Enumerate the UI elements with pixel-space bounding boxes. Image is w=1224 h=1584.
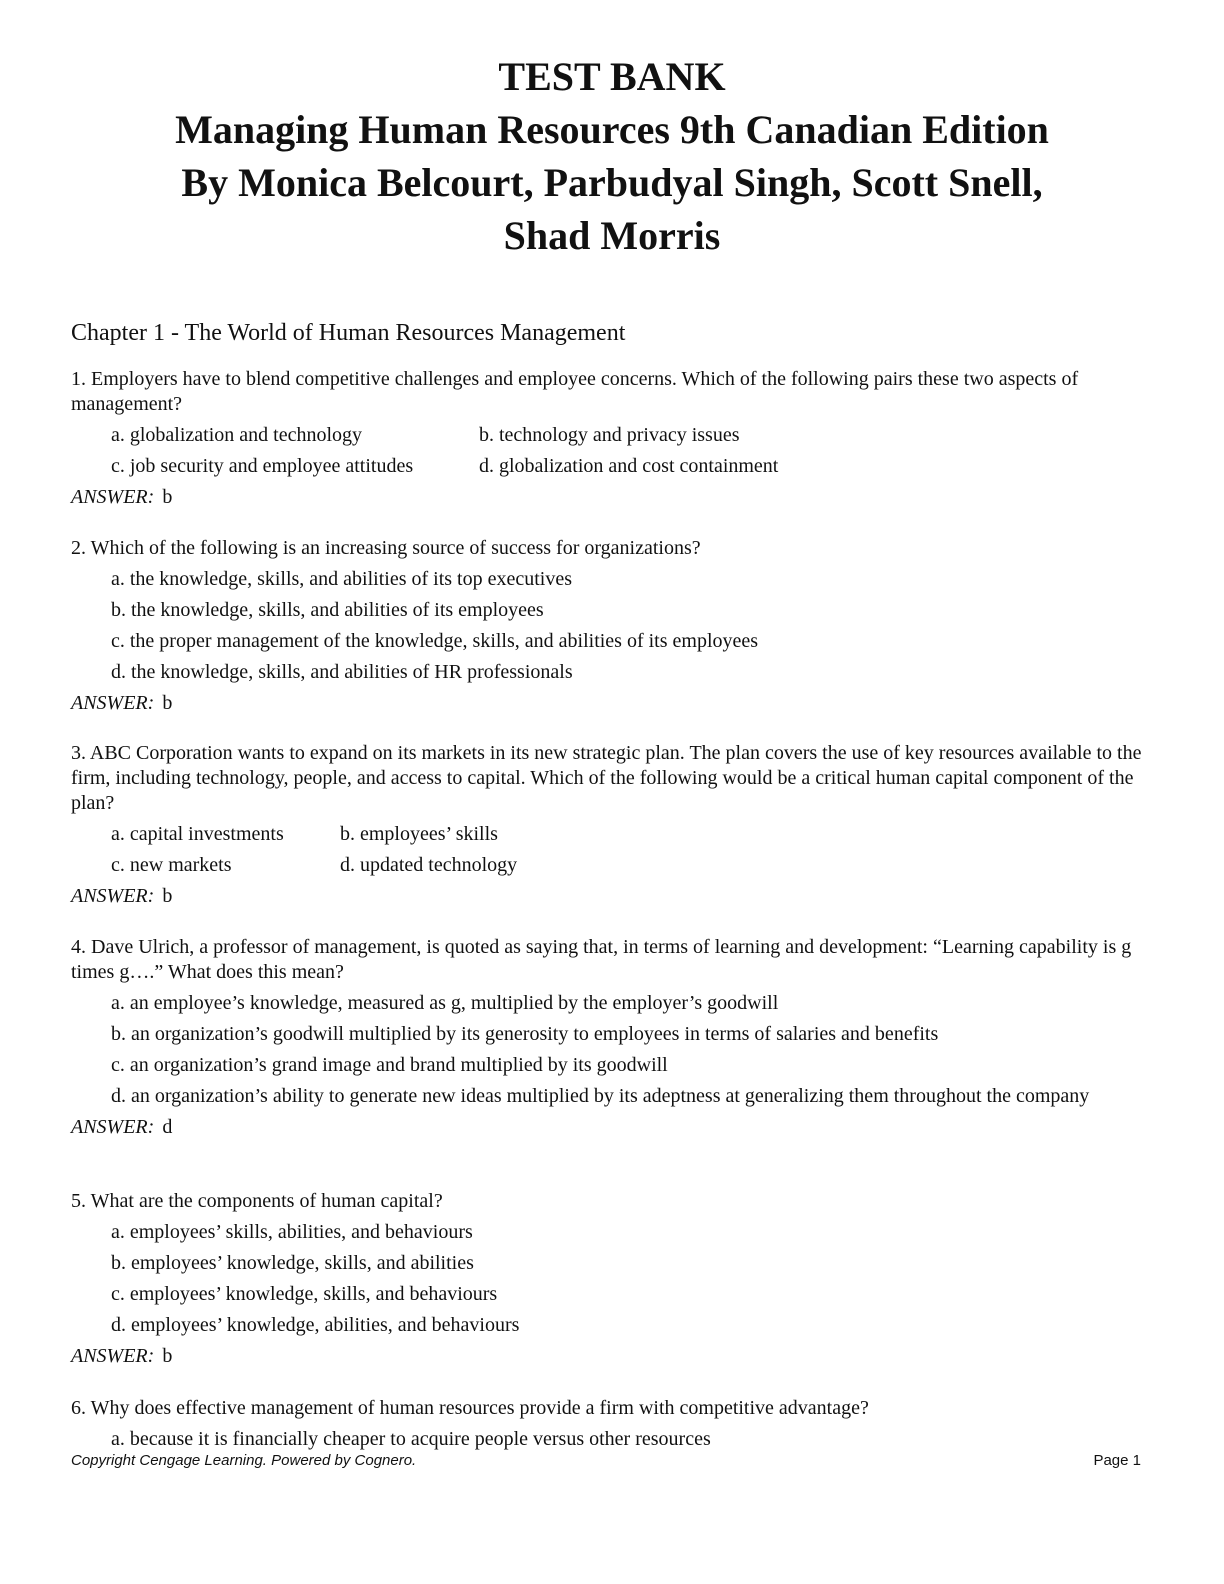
answer-label: ANSWER:: [71, 1345, 155, 1367]
answer-label: ANSWER:: [71, 692, 155, 714]
option-c: c. job security and employee attitudes: [111, 455, 414, 477]
options-grid: [71, 423, 1156, 479]
option-d: d. updated technology: [340, 854, 518, 876]
option-c: c. the proper management of the knowledge, skills, and abilities of its employees: [111, 630, 759, 652]
footer-copyright: Copyright Cengage Learning. Powered by Cognero.: [71, 1452, 417, 1469]
answer-line: [71, 691, 1156, 716]
option-a: a. an employee’s knowledge, measured as g, multiplied by the employer’s goodwill: [111, 992, 779, 1014]
title-line: Shad Morris: [503, 213, 721, 258]
option-a: a. the knowledge, skills, and abilities of its top executives: [111, 568, 573, 590]
option-a: a. globalization and technology: [111, 424, 363, 446]
question-1: [71, 367, 1156, 510]
answer-label: ANSWER:: [71, 486, 155, 508]
title-line: By Monica Belcourt, Parbudyal Singh, Scott Snell,: [181, 160, 1043, 205]
answer-line: [71, 884, 1156, 909]
answer-line: [71, 1344, 1156, 1369]
answer-line: [71, 1115, 1156, 1140]
question-2: [71, 536, 1156, 716]
question-3: [71, 741, 1156, 909]
option-c: c. an organization’s grand image and brand multiplied by its goodwill: [111, 1054, 668, 1076]
question-6: [71, 1396, 1156, 1452]
question-stem: 4. Dave Ulrich, a professor of management, is quoted as saying that, in terms of learning and development: “Learning capability is g times g….” What does this mean?: [71, 936, 1132, 983]
answer-value: b: [162, 486, 173, 508]
document-title: [0, 50, 1224, 262]
option-b: b. employees’ skills: [340, 823, 498, 845]
option-b: b. an organization’s goodwill multiplied by its generosity to employees in terms of salaries and benefits: [111, 1023, 939, 1045]
question-stem: 1. Employers have to blend competitive challenges and employee concerns. Which of the following pairs these two aspects of management?: [71, 368, 1079, 415]
option-d: d. employees’ knowledge, abilities, and behaviours: [111, 1314, 520, 1336]
option-d: d. the knowledge, skills, and abilities of HR professionals: [111, 661, 573, 683]
option-b: b. technology and privacy issues: [479, 424, 740, 446]
question-stem: 6. Why does effective management of human resources provide a firm with competitive advantage?: [71, 1397, 869, 1419]
options-grid: [71, 822, 1156, 878]
question-stem: 2. Which of the following is an increasing source of success for organizations?: [71, 537, 701, 559]
page-number: Page 1: [1093, 1452, 1141, 1469]
option-c: c. employees’ knowledge, skills, and behaviours: [111, 1283, 498, 1305]
question-4: [71, 935, 1156, 1140]
option-d: d. globalization and cost containment: [479, 455, 779, 477]
option-c: c. new markets: [111, 854, 232, 876]
question-5: [71, 1189, 1156, 1369]
answer-value: b: [162, 692, 173, 714]
title-line: Managing Human Resources 9th Canadian Edition: [175, 107, 1049, 152]
option-b: b. employees’ knowledge, skills, and abilities: [111, 1252, 474, 1274]
option-a: a. because it is financially cheaper to acquire people versus other resources: [111, 1428, 711, 1450]
answer-label: ANSWER:: [71, 885, 155, 907]
question-stem: 5. What are the components of human capital?: [71, 1190, 443, 1212]
answer-value: b: [162, 885, 173, 907]
option-a: a. employees’ skills, abilities, and behaviours: [111, 1221, 473, 1243]
option-d: d. an organization’s ability to generate new ideas multiplied by its adeptness at generalizing them throughout the company: [111, 1085, 1090, 1107]
title-line: TEST BANK: [498, 54, 726, 99]
option-a: a. capital investments: [111, 823, 284, 845]
answer-value: d: [162, 1116, 173, 1138]
answer-value: b: [162, 1345, 173, 1367]
chapter-heading: Chapter 1 - The World of Human Resources Management: [71, 320, 626, 346]
answer-line: [71, 485, 1156, 510]
answer-label: ANSWER:: [71, 1116, 155, 1138]
question-stem: 3. ABC Corporation wants to expand on its markets in its new strategic plan. The plan covers the use of key resources available to the firm, including technology, people, and access to capital. Which of the following would be a critical human capital component of the plan?: [71, 742, 1142, 814]
option-b: b. the knowledge, skills, and abilities of its employees: [111, 599, 544, 621]
